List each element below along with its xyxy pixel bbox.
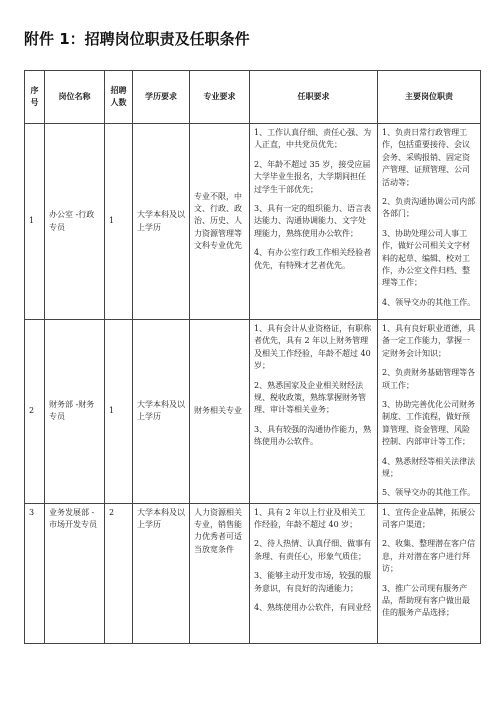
duty-item: 4、领导交办的其他工作。 [382, 297, 476, 307]
row-position: 办公室 -行政专员 [45, 124, 105, 320]
recruitment-table [24, 70, 481, 644]
requirement-item: 1、具有会计从业资格证，有职称者优先，具有 2 年以上财务管理及相关工作经验，年龄不超过 40 岁； [254, 324, 372, 371]
duty-item: 4、熟悉财经等相关法律法规； [382, 456, 476, 478]
header-seq: 序号 [25, 71, 45, 124]
page-title: 附件 1：招聘岗位职责及任职条件 [24, 30, 250, 48]
duty-item: 2、负责沟通协调公司内部各部门； [382, 196, 476, 219]
header-count: 招聘人数 [105, 71, 133, 124]
requirement-item: 3、具有较强的沟通协作能力，熟练使用办公软件。 [254, 424, 372, 447]
row-requirements [250, 320, 378, 504]
duty-item: 2、负责财务基础管理等各项工作； [382, 368, 476, 390]
row-duties [378, 503, 481, 643]
requirement-item: 3、能够主动开发市场，较强的服务意识，有良好的沟通能力； [254, 571, 372, 593]
header-education: 学历要求 [133, 71, 190, 124]
row-major: 专业不限，中文、行政、政治、历史、人力资源管理等文科专业优先 [190, 124, 250, 320]
duty-item: 5、领导交办的其他工作。 [382, 488, 476, 498]
row-major: 财务相关专业 [190, 320, 250, 504]
duty-item: 1、负责日常行政管理工作，包括重要接待、会议会务、采购报销、固定资产管理、证照管理、公司活动等； [382, 128, 470, 187]
row-position: 业务发展部 -市场开发专员 [45, 503, 105, 643]
requirement-item: 1、工作认真仔细、责任心强、为人正直，中共党员优先； [254, 128, 372, 150]
row-position: 财务部 -财务专员 [45, 320, 105, 504]
header-major: 专业要求 [190, 71, 250, 124]
table-row [25, 124, 481, 320]
requirement-item: 3、具有一定的组织能力、语言表达能力、沟通协调能力、文字处理能力，熟练使用办公软件； [254, 203, 372, 238]
row-seq: 3 [25, 503, 45, 643]
row-requirements [250, 503, 378, 643]
requirement-item: 2、年龄不超过 35 岁，接受应届大学毕业生报名，大学期间担任过学生干部优先； [254, 159, 371, 194]
table-row [25, 503, 481, 643]
requirement-item: 2、熟悉国家及企业相关财经法规、税收政策，熟练掌握财务管理、审计等相关业务； [254, 380, 366, 415]
requirement-item: 4、有办公室行政工作相关经验者优先，有特殊才艺者优先。 [254, 248, 372, 270]
table-header-row [25, 71, 481, 124]
row-requirements [250, 124, 378, 320]
header-position: 岗位名称 [45, 71, 105, 124]
row-seq: 1 [25, 124, 45, 320]
row-count: 1 [105, 124, 133, 320]
row-count: 1 [105, 320, 133, 504]
row-education: 大学本科及以上学历 [133, 124, 190, 320]
row-count: 2 [105, 503, 133, 643]
row-duties [378, 320, 481, 504]
requirement-item: 4、熟练使用办公软件，有同业经 [254, 603, 372, 613]
table-row [25, 320, 481, 504]
requirement-item: 2、待人热情、认真仔细、做事有条理、有责任心，形象气质佳； [254, 539, 372, 561]
row-duties [378, 124, 481, 320]
duty-item: 1、具有良好职业道德，具备一定工作能力，掌握一定财务会计知识； [382, 324, 476, 358]
header-duties: 主要岗位职责 [378, 71, 481, 124]
duty-item: 3、协助处理公司人事工作，做好公司相关文字材料的起草、编辑、校对工作，办公室文件归档、整理等工作； [382, 228, 470, 288]
requirement-item: 1、具有 2 年以上行业及相关工作经验，年龄不超过 40 岁； [254, 507, 366, 530]
header-requirements: 任职要求 [250, 71, 378, 124]
row-seq: 2 [25, 320, 45, 504]
row-education: 大学本科及以上学历 [133, 503, 190, 643]
row-education: 大学本科及以上学历 [133, 320, 190, 504]
duty-item: 3、推广公司现有服务产品，帮助现有客户做出最佳的服务产品选择； [382, 583, 470, 618]
duty-item: 2、收集、整理潜在客户信息，并对潜在客户进行拜访； [382, 539, 476, 574]
duty-item: 3、协助完善优化公司财务制度、工作流程，做好预算管理、资金管理、风险控制、内部审计等工作； [382, 399, 476, 447]
row-major: 人力资源相关专业，销售能力优秀者可适当放宽条件 [190, 503, 250, 643]
duty-item: 1、宣传企业品牌，拓展公司客户渠道； [382, 507, 476, 530]
